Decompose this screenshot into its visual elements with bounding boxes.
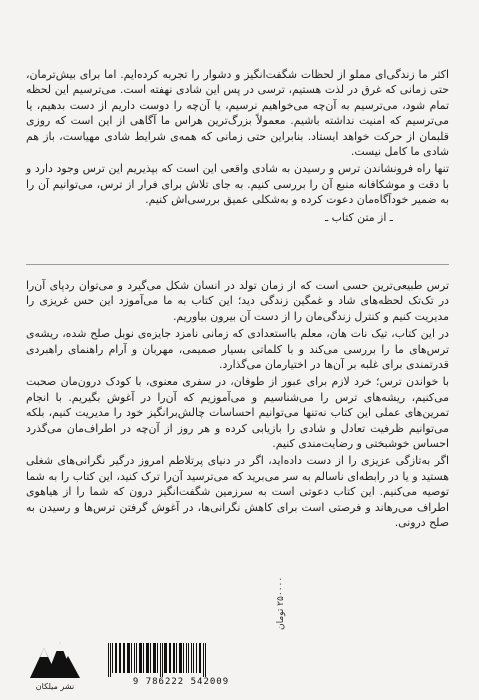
description-paragraph-4: اگر به‌تازگی عزیزی را از دست داده‌اید، اگر در دنیای پرتلاطم امروز درگیر نگرانی‌های شغلی هستید و یا در رابطه‌ای ناسالم به سر می‌برید که می‌ترسید آن‌را ترک کنید، این کتاب را به شما توصیه می‌کنیم. این کتاب دعوتی است به سرزمین شگفت‌انگیز درون که شما را از هیاهوی اطراف می‌رهاند و فرصتی است برای کاهش نگرانی‌ها، در آغوش گرفتن ترس‌ها و رسیدن به صلح درونی.: [26, 454, 449, 530]
barcode-bar: [188, 643, 189, 673]
barcode-bar: [173, 643, 175, 673]
barcode-bar: [131, 643, 132, 673]
barcode-bar: [205, 643, 206, 677]
barcode-bar: [119, 643, 121, 673]
barcode-bar: [123, 643, 125, 673]
barcode-bar: [193, 643, 194, 673]
excerpt-paragraph-1: اکثر ما زندگی‌ای مملو از لحظات شگفت‌انگیز و دشوار را تجربه کرده‌ایم. اما برای بیش‌ترمان، حتی زمانی که غرق در لذت هستیم، ترسی در پس این شادی نهفته است. می‌ترسیم این لحظه تمام شود، می‌ترسیم به آن‌چه می‌خواهیم نرسیم، یا آن‌چه را دوست داریم از دست بدهیم، یا می‌ترسیم که امنیت نداشته باشیم. معمولاً بزرگ‌ترین هراس ما آگاهی از این است که روزی قلبمان از حرکت خواهد ایستاد. بنابراین حتی زمانی که همه‌ی شرایط شادی مهیاست، باز هم شادی ما کامل نیست.: [26, 68, 449, 159]
description-paragraph-1: ترس طبیعی‌ترین حسی است که از زمان تولد در انسان شکل می‌گیرد و می‌توان ردپای آن‌را در تک‌تک لحظه‌های شاد و غمگین زندگی دید؛ این کتاب به ما می‌آموزد این حس غریزی را مدیریت کنیم و کنترل زندگی‌مان را از دست آن بیرون بیاوریم.: [26, 279, 449, 323]
barcode-bar: [183, 643, 184, 673]
barcode-bar: [160, 643, 161, 677]
barcode-bar: [199, 643, 201, 673]
barcode-bars: [96, 643, 266, 677]
barcode-bar: [157, 643, 158, 673]
barcode-bar: [139, 643, 142, 673]
barcode-bar: [143, 643, 144, 673]
barcode-number: 9 786222 542009: [132, 677, 230, 687]
publisher-logo: [26, 638, 84, 694]
barcode-bar: [176, 643, 177, 673]
barcode-bar: [134, 643, 135, 673]
barcode-bar: [162, 643, 163, 677]
barcode-bar: [191, 643, 192, 673]
isbn-barcode: [96, 643, 266, 689]
barcode-bar: [115, 643, 117, 673]
barcode-bar: [186, 643, 187, 673]
book-description: [26, 278, 449, 531]
price-label: ۲۵۰۰۰۰ تومان: [276, 576, 286, 630]
excerpt-source: ـ از متن کتاب ـ: [325, 210, 393, 224]
barcode-bar: [112, 643, 113, 673]
section-divider: [26, 264, 449, 265]
barcode-bar: [169, 643, 171, 673]
barcode-bar: [136, 643, 137, 673]
barcode-bar: [164, 643, 167, 673]
mountains-icon: [26, 638, 84, 682]
barcode-bar: [150, 643, 151, 673]
barcode-bar: [108, 643, 109, 677]
barcode-bar: [127, 643, 130, 673]
barcode-bar: [146, 643, 149, 673]
book-excerpt: [26, 67, 449, 225]
barcode-bar: [203, 643, 204, 677]
description-paragraph-3: با خواندن ترس؛ خرد لازم برای عبور از طوفان، در سفری معنوی، با کودک درون‌مان صحبت می‌کنیم، ریشه‌های ترس را می‌شناسیم و می‌آموزیم که آن‌را در آغوش بگیریم. با انجام تمرین‌های عملی این کتاب نه‌تنها می‌توانیم احساسات چالش‌برانگیز خود را مدیریت کنیم، بلکه می‌توانیم ظرفیت تعادل و شادی را بازیابی کرده و هر روز از آن‌چه در اطراف‌مان می‌گذرد احساس خوشبختی و رضایت‌مندی کنیم.: [26, 375, 449, 451]
publisher-name: نشر میلکان: [35, 682, 75, 691]
barcode-bar: [110, 643, 111, 677]
barcode-bar: [153, 643, 156, 673]
excerpt-paragraph-2: تنها راه فرونشاندن ترس و رسیدن به شادی واقعی این است که بپذیریم این ترس وجود دارد و با دقت و موشکافانه منبع آن را بررسی کنیم. به جای تلاش برای فرار از ترس، می‌توانیم آن را به ضمیر خودآگاه‌مان دعوت کرده و به‌شکلی عمیق بررسی‌اش کنیم.: [26, 162, 449, 207]
barcode-bar: [196, 643, 197, 673]
barcode-bar: [179, 643, 182, 673]
description-paragraph-2: در این کتاب، تیک نات هان، معلم بااستعدادی که زمانی نامزد جایزه‌ی نوبل صلح شده، ریشه‌ی ترس‌های ما را بررسی می‌کند و با کلماتی بسیار صمیمی، مهربان و آرام راهنمای راهبردی قدرتمندی برای غلبه بر آن‌ها در اختیارمان می‌گذارد.: [26, 327, 449, 372]
